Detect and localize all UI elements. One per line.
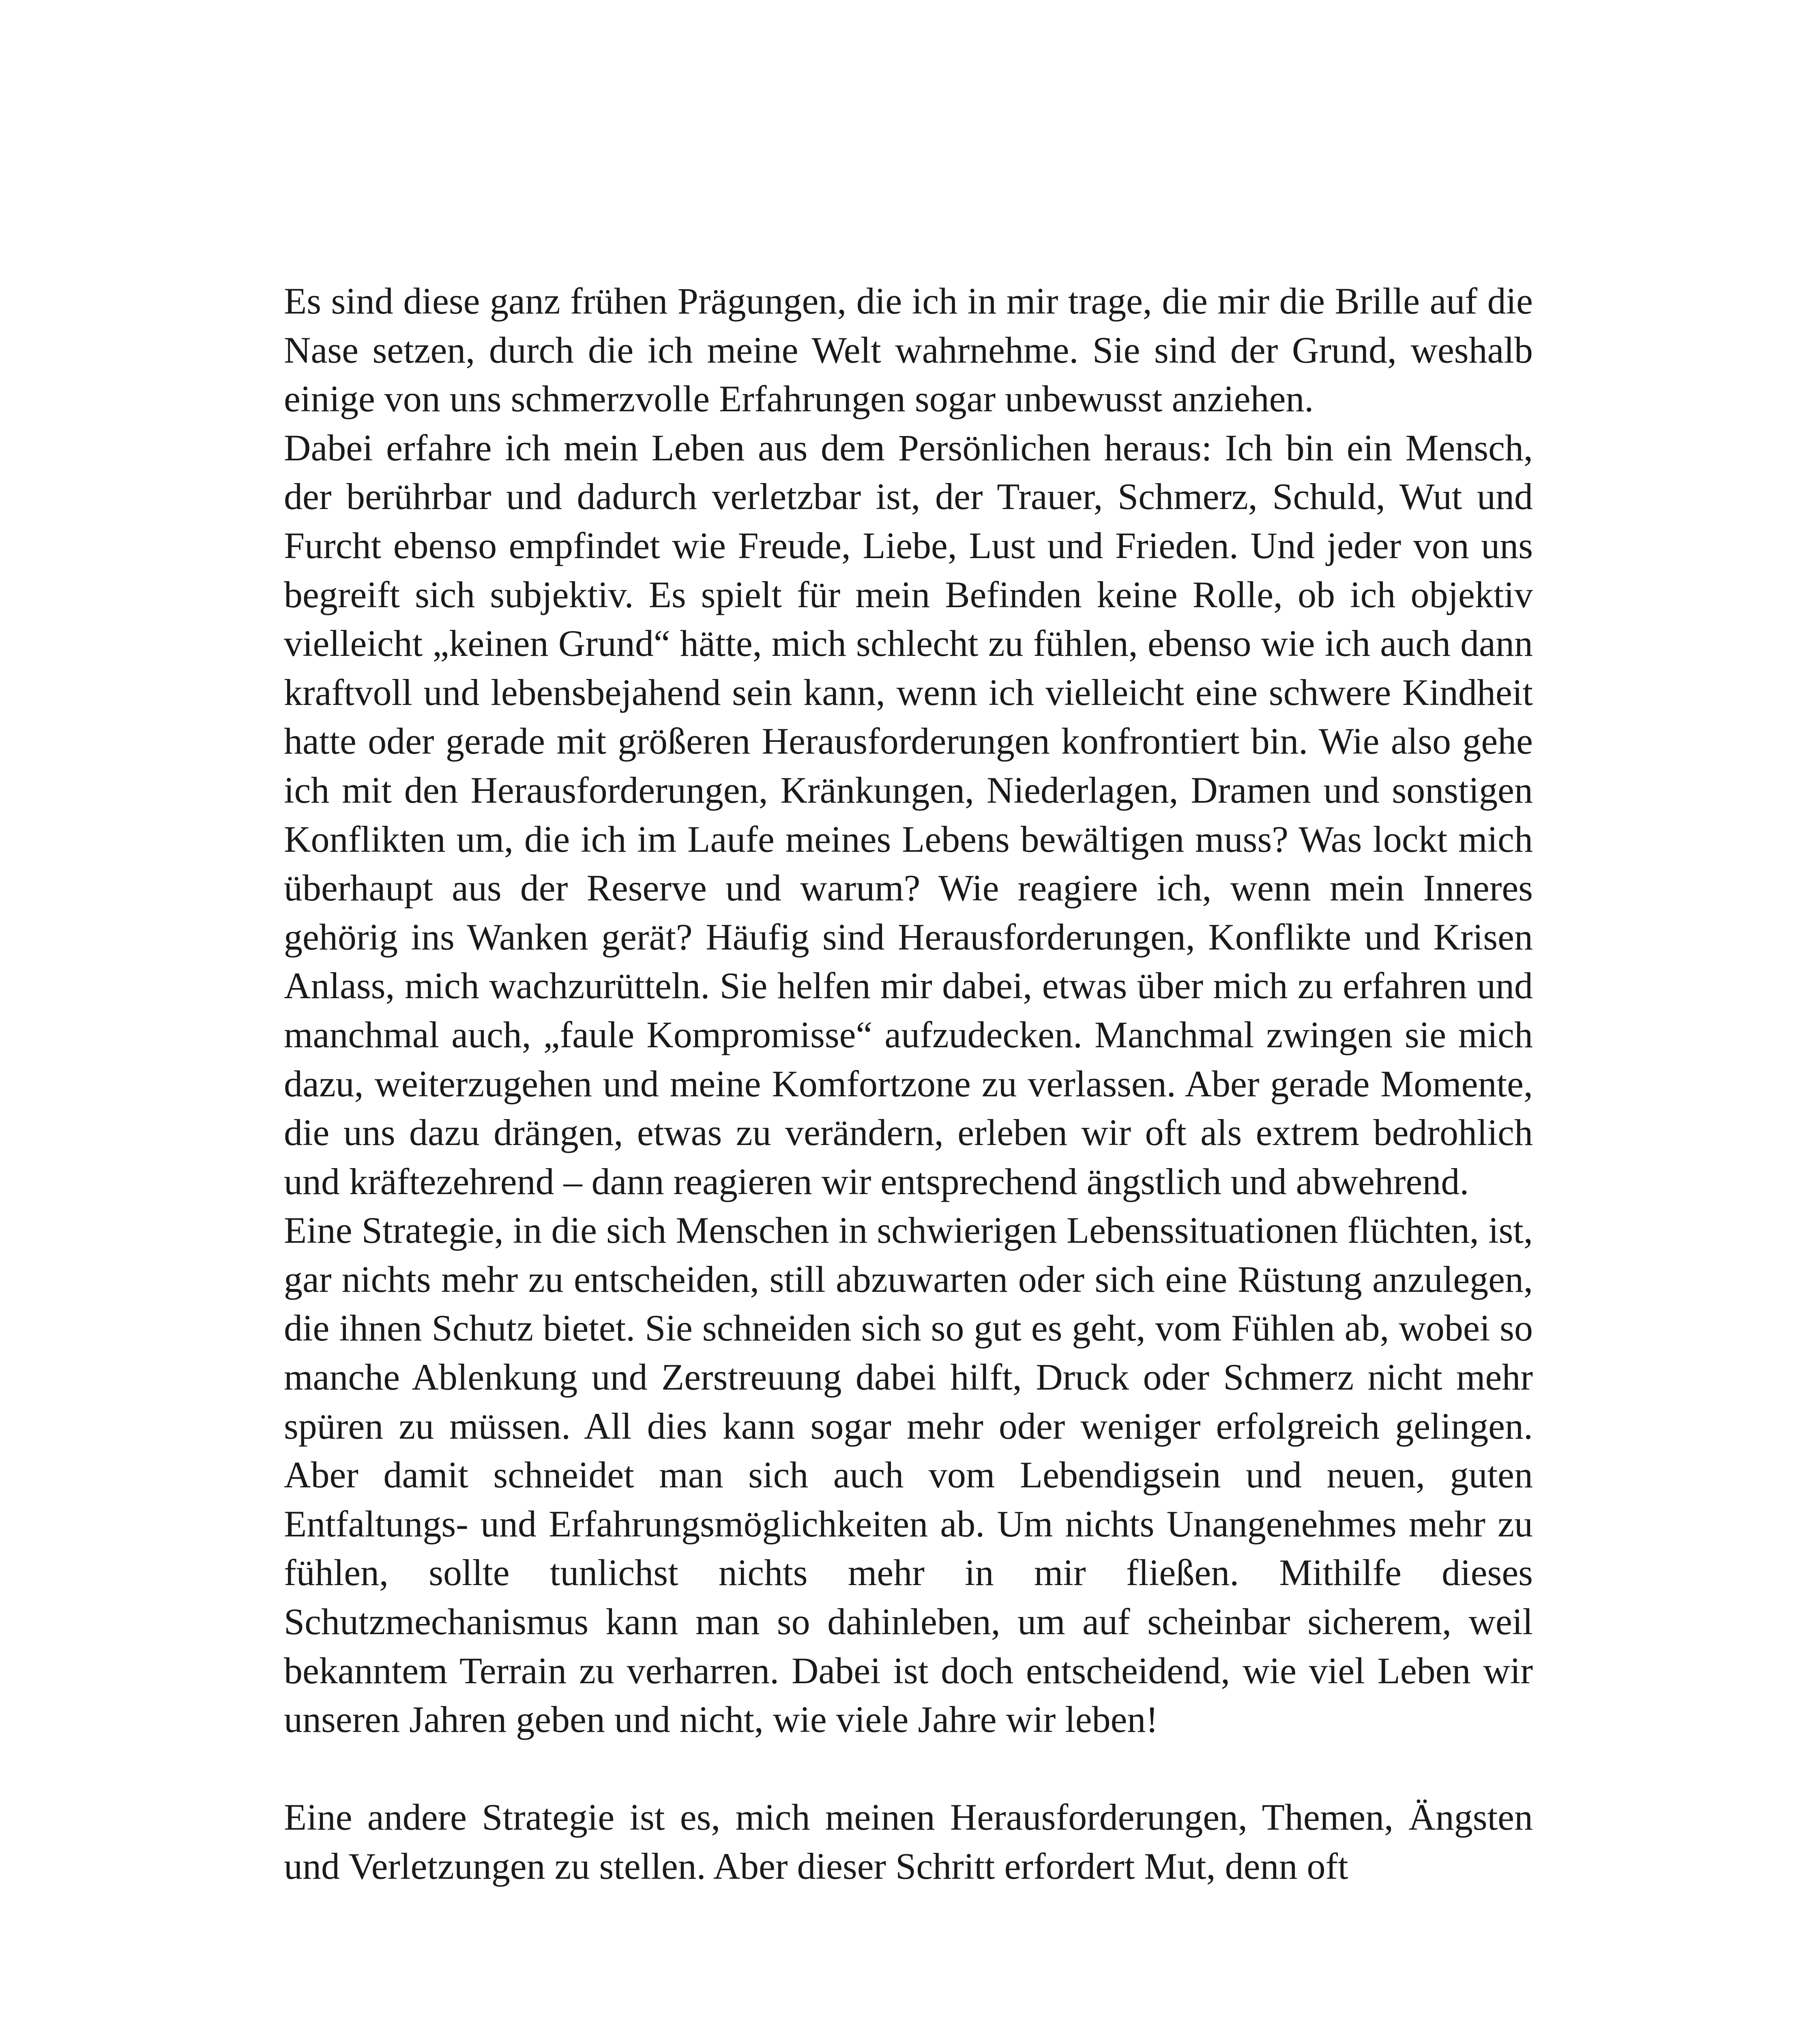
- paragraph-3: Eine Strategie, in die sich Menschen in schwierigen Lebenssituationen flüchten, ist, gar nichts mehr zu entscheiden, still abzuwarten oder sich eine Rüstung anzulegen, die ihnen Schutz bietet. Sie schneiden sich so gut es geht, vom Fühlen ab, wobei so manche Ablenkung und Zerstreuung dabei hilft, Druck oder Schmerz nicht mehr spüren zu müssen. All dies kann sogar mehr oder weniger erfolgreich gelingen. Aber damit schneidet man sich auch vom Lebendigsein und neuen, guten Entfaltungs- und Erfahrungsmöglichkeiten ab. Um nichts Unangenehmes mehr zu fühlen, sollte tunlichst nichts mehr in mir fließen. Mithilfe dieses Schutzmechanismus kann man so dahinleben, um auf scheinbar sicherem, weil bekanntem Terrain zu verharren. Dabei ist doch entscheidend, wie viel Leben wir unseren Jahren geben und nicht, wie viele Jahre wir leben!: [284, 1209, 1533, 1740]
- paragraph-1: Es sind diese ganz frühen Prägungen, die ich in mir trage, die mir die Brille auf die Nase setzen, durch die ich meine Welt wahrnehme. Sie sind der Grund, weshalb einige von uns schmerzvolle Erfahrungen sogar unbewusst anziehen.: [284, 280, 1533, 420]
- paragraph-2: Dabei erfahre ich mein Leben aus dem Persönlichen heraus: Ich bin ein Mensch, der berührbar und dadurch verletzbar ist, der Trauer, Schmerz, Schuld, Wut und Furcht ebenso empfindet wie Freude, Liebe, Lust und Frieden. Und jeder von uns begreift sich subjektiv. Es spielt für mein Befinden keine Rolle, ob ich objektiv vielleicht „keinen Grund“ hätte, mich schlecht zu fühlen, ebenso wie ich auch dann kraftvoll und lebensbejahend sein kann, wenn ich vielleicht eine schwere Kindheit hatte oder gerade mit größeren Herausforderungen konfrontiert bin. Wie also gehe ich mit den Herausforderungen, Kränkungen, Niederlagen, Dramen und sonstigen Konflikten um, die ich im Laufe meines Lebens bewältigen muss? Was lockt mich überhaupt aus der Reserve und warum? Wie reagiere ich, wenn mein Inneres gehörig ins Wanken gerät? Häufig sind Herausforderungen, Konflikte und Krisen Anlass, mich wachzurütteln. Sie helfen mir dabei, etwas über mich zu erfahren und manchmal auch, „faule Kompromisse“ aufzudecken. Manchmal zwingen sie mich dazu, weiterzugehen und meine Komfortzone zu verlassen. Aber gerade Momente, die uns dazu drängen, etwas zu verändern, erleben wir oft als extrem bedrohlich und kräftezehrend – dann reagieren wir entsprechend ängstlich und abwehrend.: [284, 427, 1533, 1202]
- paragraph-4: Eine andere Strategie ist es, mich meinen Herausforderungen, Themen, Ängsten und Verletzungen zu stellen. Aber dieser Schritt erfordert Mut, denn oft: [284, 1796, 1533, 1887]
- body-text: [284, 277, 1533, 1891]
